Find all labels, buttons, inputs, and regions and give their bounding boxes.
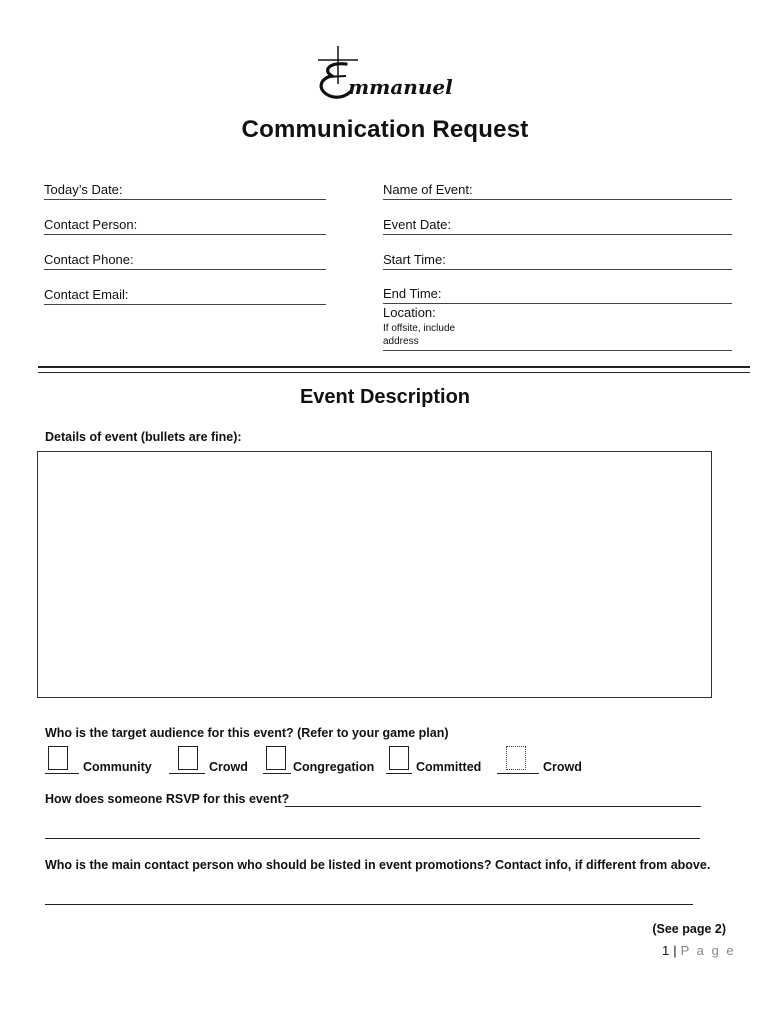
main-contact-answer-line[interactable] (45, 904, 693, 905)
see-page-note: (See page 2) (652, 922, 726, 936)
answer-underline (263, 773, 291, 774)
rsvp-answer-line[interactable] (285, 806, 701, 807)
location-field[interactable] (383, 304, 732, 351)
page-number (662, 943, 736, 958)
name-of-event-field[interactable] (383, 181, 732, 200)
audience-option-crowd-2[interactable] (497, 746, 539, 774)
option-label-congregation: Congregation (293, 760, 375, 774)
todays-date-field[interactable] (44, 181, 326, 200)
end-time-field[interactable] (383, 285, 732, 304)
rsvp-question: How does someone RSVP for this event? (45, 792, 290, 806)
event-description-heading: Event Description (299, 386, 471, 408)
checkbox-crowd[interactable] (178, 746, 198, 770)
location-note-line2: address (383, 336, 419, 347)
page-word: P a g e (680, 943, 736, 958)
contact-email-field[interactable] (44, 286, 326, 305)
audience-option-community[interactable] (45, 746, 79, 774)
contact-email-label: Contact Email: (44, 287, 129, 302)
option-label-community: Community (83, 760, 152, 774)
audience-option-crowd[interactable] (169, 746, 205, 774)
checkbox-community[interactable] (48, 746, 68, 770)
audience-option-congregation[interactable] (263, 746, 291, 774)
contact-phone-label: Contact Phone: (44, 252, 134, 267)
main-contact-question: Who is the main contact person who should be listed in event promotions? Contact info, if different from above. (45, 858, 711, 872)
audience-option-committed[interactable] (386, 746, 412, 774)
event-date-label: Event Date: (383, 217, 451, 232)
location-note-line1: If offsite, include (383, 323, 456, 334)
checkbox-committed[interactable] (389, 746, 409, 770)
section-divider (38, 366, 750, 373)
page-separator: | (673, 943, 677, 958)
rsvp-answer-line-2[interactable] (45, 838, 700, 839)
event-date-field[interactable] (383, 216, 732, 235)
svg-text:mmanuel: mmanuel (348, 75, 453, 99)
end-time-label: End Time: (383, 286, 442, 301)
start-time-label: Start Time: (383, 252, 446, 267)
name-of-event-label: Name of Event: (383, 182, 473, 197)
cross-logo-icon (312, 44, 462, 108)
page-title: Communication Request (241, 116, 529, 143)
checkbox-congregation[interactable] (266, 746, 286, 770)
answer-underline (45, 773, 79, 774)
contact-phone-field[interactable] (44, 251, 326, 270)
answer-underline (169, 773, 205, 774)
page-number-value: 1 (662, 943, 670, 958)
option-label-crowd: Crowd (209, 760, 248, 774)
option-label-committed: Committed (416, 760, 482, 774)
todays-date-label: Today’s Date: (44, 182, 123, 197)
location-label: Location: (383, 305, 436, 320)
option-label-crowd-2: Crowd (543, 760, 582, 774)
details-label: Details of event (bullets are fine): (45, 430, 242, 444)
start-time-field[interactable] (383, 251, 732, 270)
audience-question: Who is the target audience for this event? (Refer to your game plan) (45, 726, 449, 740)
checkbox-crowd-2[interactable] (506, 746, 526, 770)
contact-person-label: Contact Person: (44, 217, 138, 232)
contact-person-field[interactable] (44, 216, 326, 235)
emmanuel-logo (312, 44, 462, 108)
details-textarea[interactable] (37, 451, 712, 698)
answer-underline (497, 773, 539, 774)
answer-underline (386, 773, 412, 774)
